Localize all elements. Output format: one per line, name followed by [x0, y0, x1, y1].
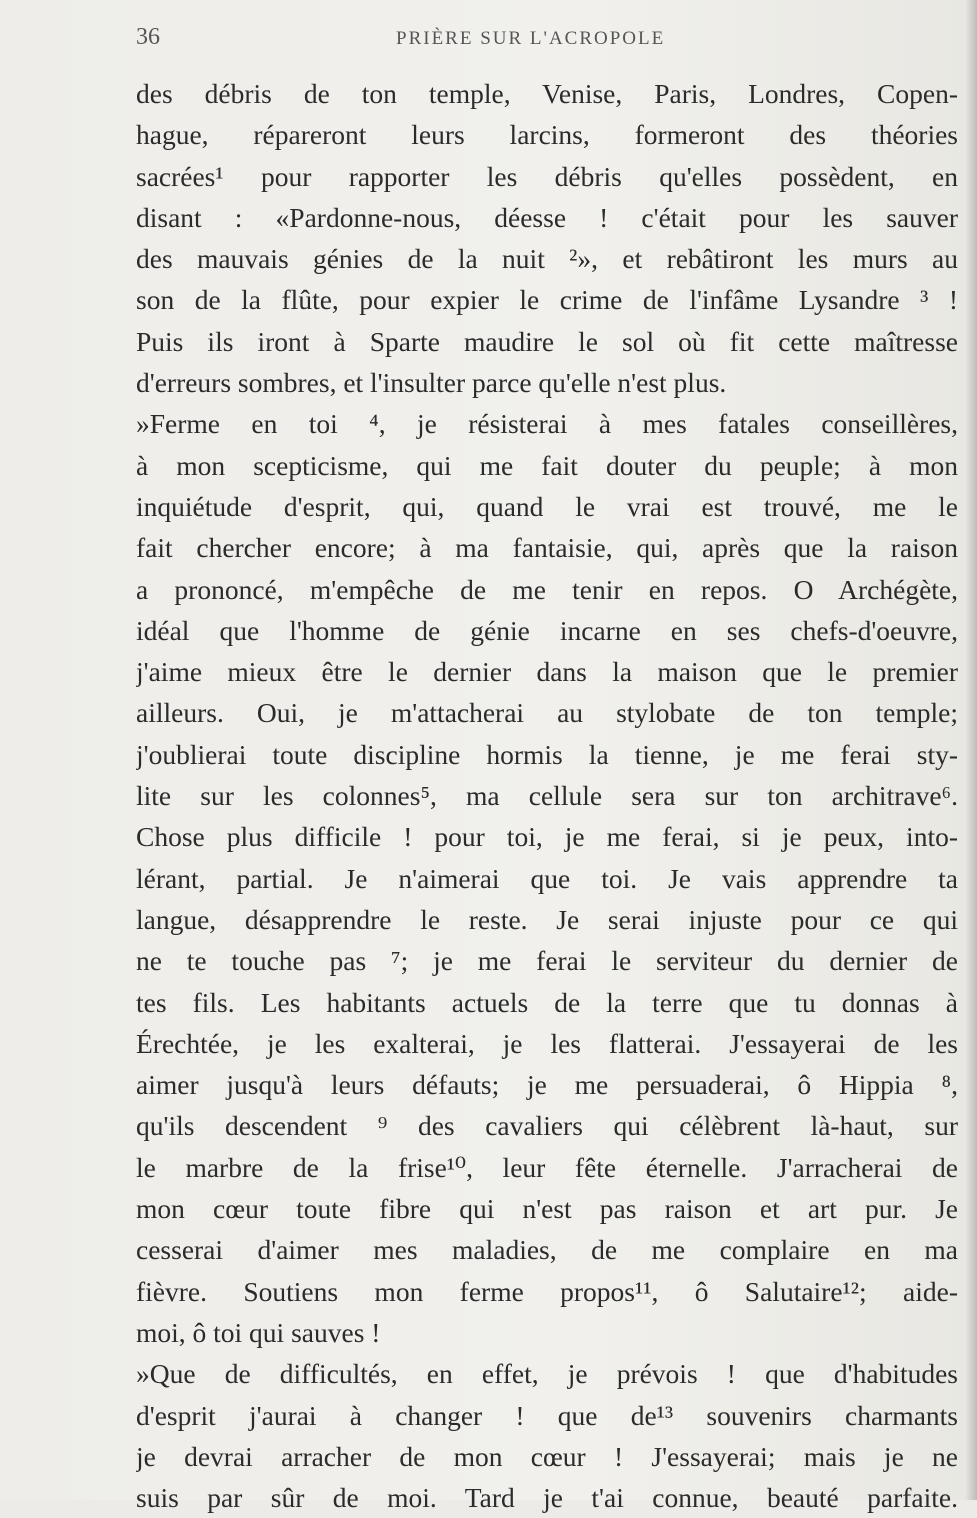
text-line: à mon scepticisme, qui me fait douter du peuple; à mon	[136, 449, 958, 481]
text-line: lérant, partial. Je n'aimerai que toi. Je vais apprendre ta	[136, 862, 958, 894]
text-line: »Ferme en toi ⁴, je résisterai à mes fatales conseillères,	[136, 408, 958, 440]
text-line: ne te touche pas ⁷; je me ferai le serviteur du dernier de	[136, 945, 958, 977]
text-line: je devrai arracher de mon cœur ! J'essayerai; mais je ne	[136, 1440, 958, 1472]
text-line: Chose plus difficile ! pour toi, je me ferai, si je peux, into-	[136, 821, 958, 853]
text-line: lite sur les colonnes⁵, ma cellule sera sur ton architrave⁶.	[136, 780, 958, 812]
text-line: j'aime mieux être le dernier dans la maison que le premier	[136, 656, 958, 688]
text-line: d'esprit j'aurai à changer ! que de¹³ souvenirs charmants	[136, 1399, 958, 1431]
page-number: 36	[136, 24, 160, 50]
text-line: Puis ils iront à Sparte maudire le sol où fit cette maîtresse	[136, 325, 958, 357]
text-line: fait chercher encore; à ma fantaisie, qui, après que la raison	[136, 532, 958, 564]
text-line: disant : «Pardonne-nous, déesse ! c'était pour les sauver	[136, 201, 958, 233]
text-line: des mauvais génies de la nuit ²», et rebâtiront les murs au	[136, 243, 958, 275]
text-line: langue, désapprendre le reste. Je serai injuste pour ce qui	[136, 903, 958, 935]
text-line: aimer jusqu'à leurs défauts; je me persuaderai, ô Hippia ⁸,	[136, 1069, 958, 1101]
text-line: sacrées¹ pour rapporter les débris qu'elles possèdent, en	[136, 160, 958, 192]
text-line: a prononcé, m'empêche de me tenir en repos. O Archégète,	[136, 573, 958, 605]
text-line: suis par sûr de moi. Tard je t'ai connue, beauté parfaite.	[136, 1482, 958, 1514]
text-line: le marbre de la frise¹⁰, leur fête éternelle. J'arracherai de	[136, 1151, 958, 1183]
text-line: Érechtée, je les exalterai, je les flatterai. J'essayerai de les	[136, 1027, 958, 1059]
text-line: hague, répareront leurs larcins, formeront des théories	[136, 119, 958, 151]
text-line: moi, ô toi qui sauves !	[136, 1316, 381, 1348]
text-line: cesserai d'aimer mes maladies, de me complaire en ma	[136, 1234, 958, 1266]
text-line: d'erreurs sombres, et l'insulter parce qu'elle n'est plus.	[136, 367, 727, 399]
running-title: PRIÈRE SUR L'ACROPOLE	[396, 28, 666, 49]
page-edge-shadow	[965, 0, 977, 1500]
page-header	[136, 24, 958, 54]
text-line: inquiétude d'esprit, qui, quand le vrai est trouvé, me le	[136, 490, 958, 522]
text-line: qu'ils descendent ⁹ des cavaliers qui célèbrent là-haut, sur	[136, 1110, 958, 1142]
text-line: idéal que l'homme de génie incarne en ses chefs-d'oeuvre,	[136, 614, 958, 646]
text-line: des débris de ton temple, Venise, Paris, Londres, Copen-	[136, 78, 958, 109]
text-line: ailleurs. Oui, je m'attacherai au stylobate de ton temple;	[136, 697, 958, 729]
body-text	[136, 73, 958, 1518]
text-line: mon cœur toute fibre qui n'est pas raison et art pur. Je	[136, 1193, 958, 1225]
text-line: fièvre. Soutiens mon ferme propos¹¹, ô Salutaire¹²; aide-	[136, 1275, 958, 1307]
text-line: j'oublierai toute discipline hormis la tienne, je me ferai sty-	[136, 738, 958, 770]
text-line: »Que de difficultés, en effet, je prévois ! que d'habitudes	[136, 1358, 958, 1390]
text-line: tes fils. Les habitants actuels de la terre que tu donnas à	[136, 986, 958, 1018]
text-line: son de la flûte, pour expier le crime de l'infâme Lysandre ³ !	[136, 284, 958, 316]
